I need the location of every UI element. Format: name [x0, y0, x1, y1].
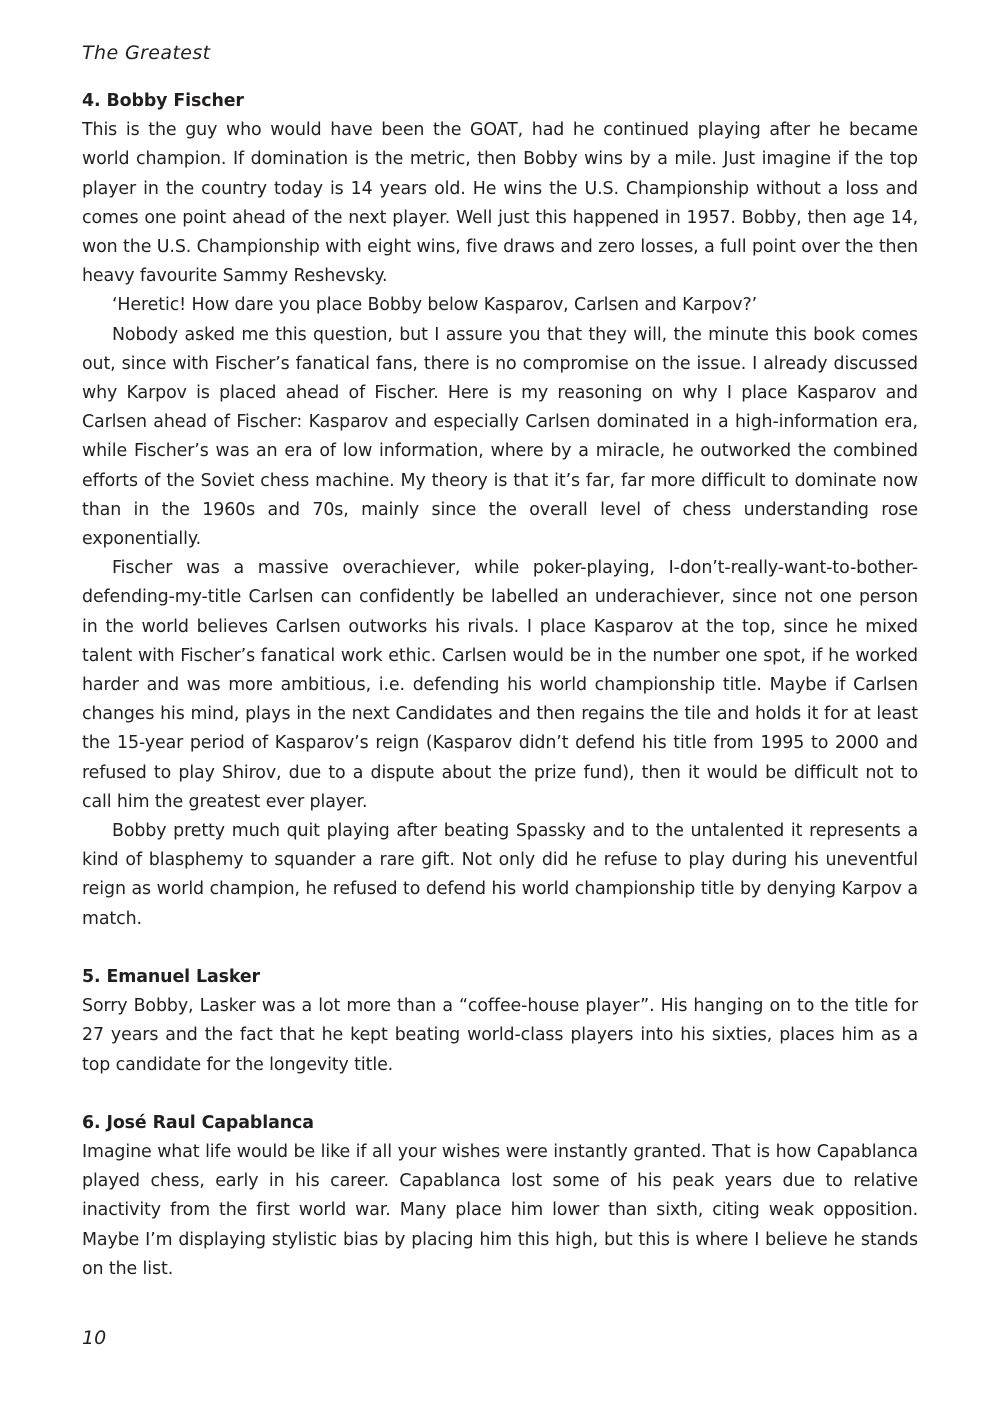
paragraph: Sorry Bobby, Lasker was a lot more than a “coffee-house player”. His hanging on to the title for 27 years and the fact that he kept beating world-class players into his sixties, places him as a top candidate for the longevity title.: [82, 996, 918, 1075]
paragraph: ‘Heretic! How dare you place Bobby below Kasparov, Carlsen and Karpov?’: [112, 295, 758, 316]
paragraph: Fischer was a massive overachiever, while poker-playing, I-don’t-really-want-to-bother-defending-my-title Carlsen can confidently be labelled an underachiever, since not one person in the world believes Carlsen outworks his rivals. I place Kasparov at the top, since he mixed talent with Fischer’s fanatical work ethic. Carlsen would be in the number one spot, if he worked harder and was more ambitious, i.e. defending his world championship title. Maybe if Carlsen changes his mind, plays in the next Candidates and then regains the tile and holds it for at least the 15-year period of Kasparov’s reign (Kasparov didn’t defend his title from 1995 to 2000 and refused to play Shirov, due to a dispute about the prize fund), then it would be difficult not to call him the greatest ever player.: [82, 558, 918, 812]
paragraph: Bobby pretty much quit playing after beating Spassky and to the untalented it represents a kind of blasphemy to squander a rare gift. Not only did he refuse to play during his uneventful reign as world champion, he refused to defend his world championship title by denying Karpov a match.: [82, 821, 918, 929]
section-emanuel-lasker: [82, 963, 918, 1080]
running-head: The Greatest: [82, 42, 211, 64]
section-heading: 6. José Raul Capablanca: [82, 1112, 314, 1133]
section-heading: 4. Bobby Fischer: [82, 91, 244, 111]
section-bobby-fischer: [82, 87, 918, 934]
paragraph: This is the guy who would have been the GOAT, had he continued playing after he became world champion. If domination is the metric, then Bobby wins by a mile. Just imagine if the top player in the country today is 14 years old. He wins the U.S. Championship without a loss and comes one point ahead of the next player. Well just this happened in 1957. Bobby, then age 14, won the U.S. Championship with eight wins, five draws and zero losses, a full point over the then heavy favourite Sammy Reshevsky.: [82, 120, 918, 287]
page-number: 10: [82, 1327, 107, 1349]
paragraph: Imagine what life would be like if all your wishes were instantly granted. That is how Capablanca played chess, early in his career. Capablanca lost some of his peak years due to relative inactivity from the first world war. Many place him lower than sixth, citing weak opposition. Maybe I’m displaying stylistic bias by placing him this high, but this is where I believe he stands on the list.: [82, 1141, 918, 1279]
section-jose-raul-capablanca: [82, 1109, 918, 1284]
page-body: [82, 87, 918, 1313]
section-heading: 5. Emanuel Lasker: [82, 966, 261, 987]
paragraph: Nobody asked me this question, but I assure you that they will, the minute this book comes out, since with Fischer’s fanatical fans, there is no compromise on the issue. I already discussed why Karpov is placed ahead of Fischer. Here is my reasoning on why I place Kasparov and Carlsen ahead of Fischer: Kasparov and especially Carlsen dominated in a high-information era, while Fischer’s was an era of low information, where by a miracle, he outworked the combined efforts of the Soviet chess machine. My theory is that it’s far, far more difficult to dominate now than in the 1960s and 70s, mainly since the overall level of chess understanding rose exponentially.: [82, 324, 918, 550]
